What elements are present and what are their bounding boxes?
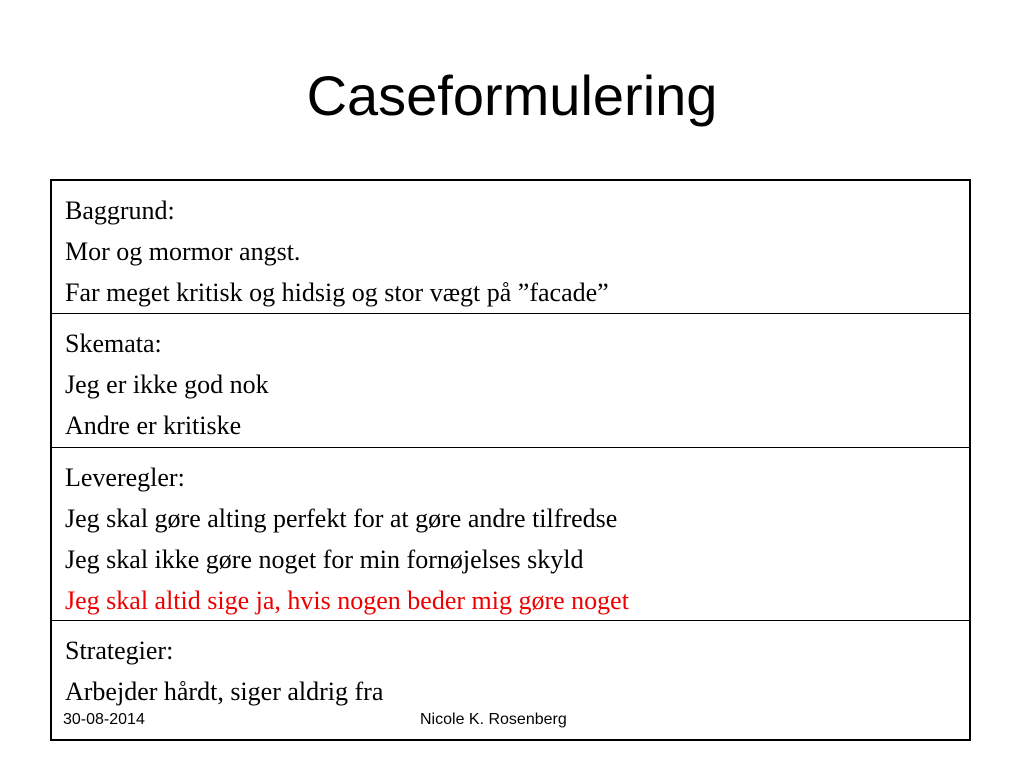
row-line: Andre er kritiske	[65, 411, 242, 440]
case-formulation-table	[50, 179, 971, 741]
table-row-background	[52, 181, 969, 313]
row-line: Arbejder hårdt, siger aldrig fra	[65, 677, 384, 706]
row-heading-life-rules: Leveregler:	[65, 463, 185, 492]
row-line-highlighted: Jeg skal altid sige ja, hvis nogen beder mig gøre noget	[65, 586, 629, 615]
row-heading-schemas: Skemata:	[65, 329, 162, 358]
table-row-schemas	[52, 314, 969, 446]
row-line: Far meget kritisk og hidsig og stor vægt på ”facade”	[65, 278, 609, 307]
row-line: Jeg skal ikke gøre noget for min fornøjelses skyld	[65, 545, 584, 574]
slide-title: Caseformulering	[306, 64, 718, 127]
row-heading-strategies: Strategier:	[65, 636, 174, 665]
footer-date: 30-08-2014	[63, 711, 145, 728]
table-row-strategies	[52, 621, 969, 712]
row-heading-background: Baggrund:	[65, 196, 175, 225]
row-line: Mor og mormor angst.	[65, 237, 301, 266]
footer-author: Nicole K. Rosenberg	[420, 711, 567, 728]
table-row-life-rules	[52, 448, 969, 621]
row-line: Jeg er ikke god nok	[65, 370, 269, 399]
row-line: Jeg skal gøre alting perfekt for at gøre andre tilfredse	[65, 504, 618, 533]
